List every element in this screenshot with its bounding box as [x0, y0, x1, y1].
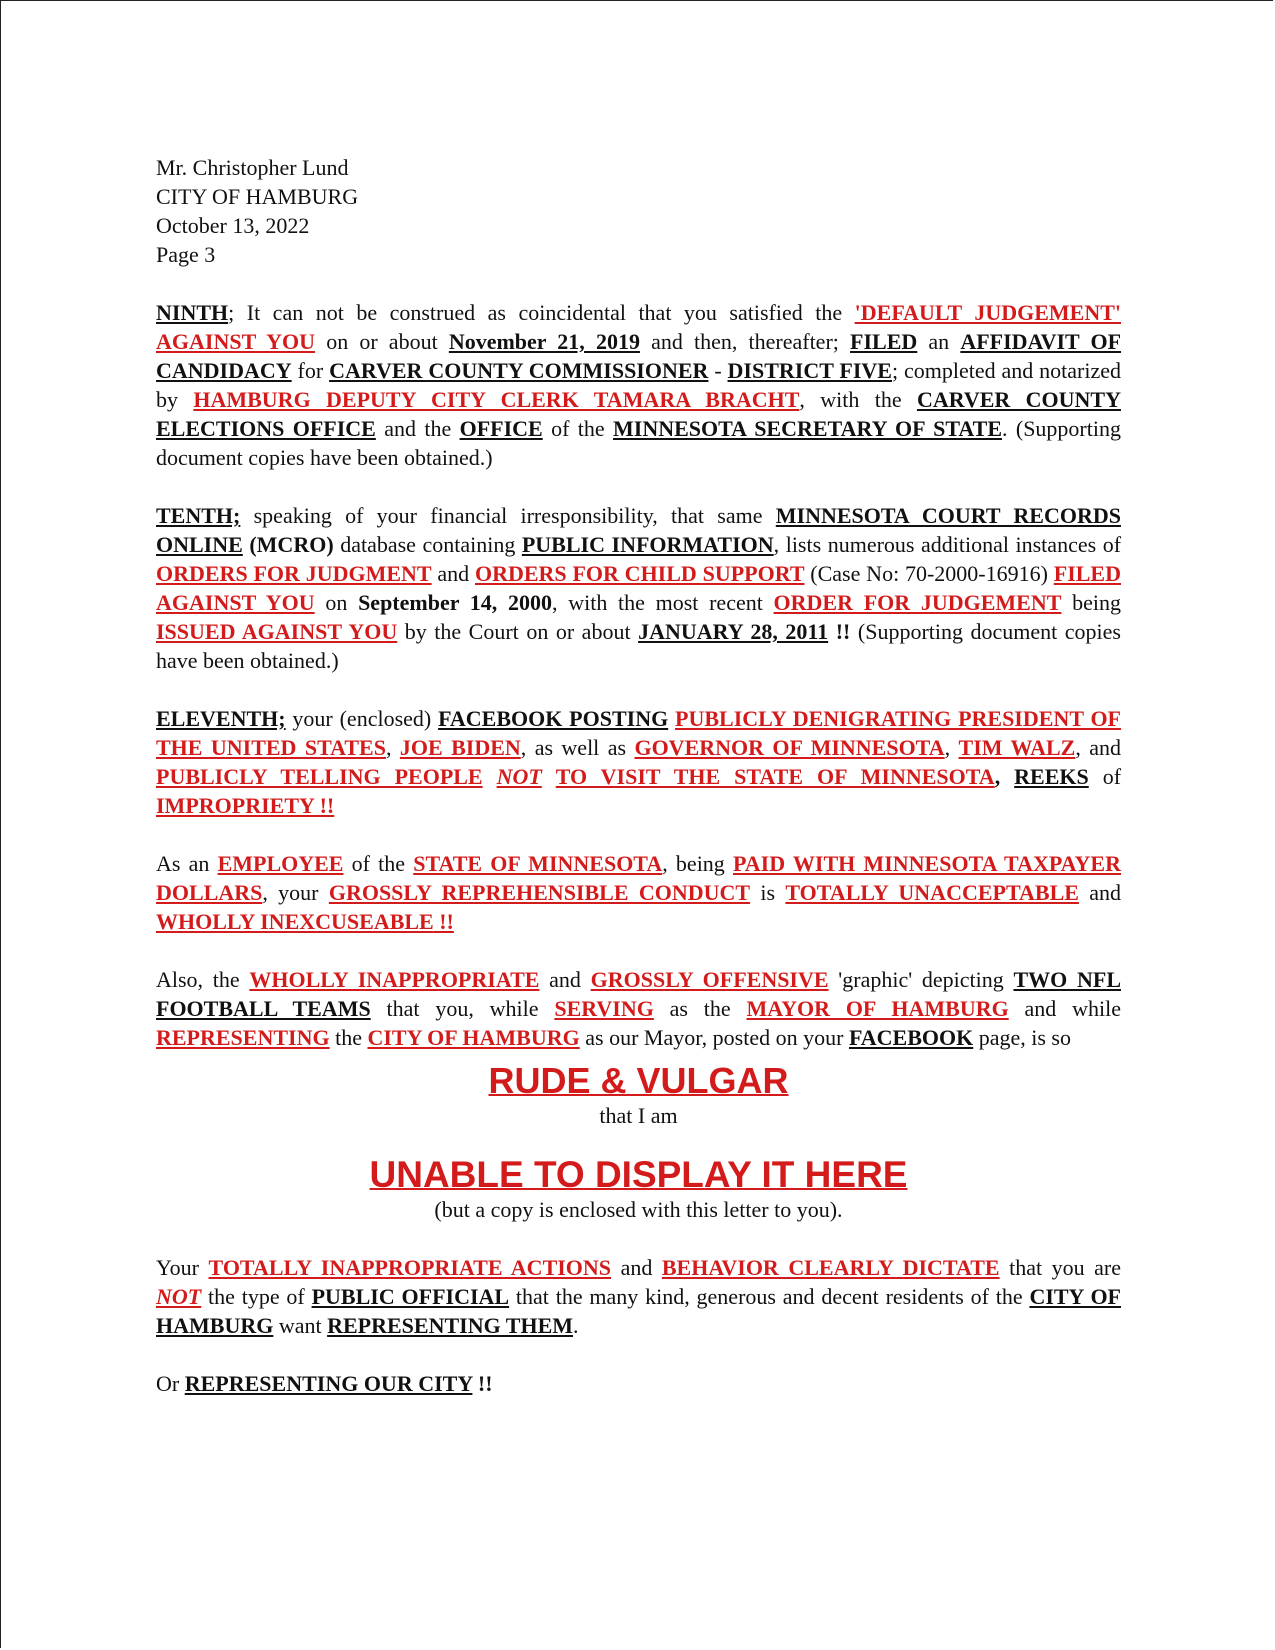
- emphasis-text: STATE OF MINNESOTA: [413, 851, 663, 876]
- body-text: Also, the: [156, 967, 250, 992]
- body-text: and: [431, 561, 475, 586]
- body-text: (Supporting document copies have been obtained.): [156, 619, 1121, 673]
- emphasis-text: GROSSLY REPREHENSIBLE CONDUCT: [328, 880, 751, 905]
- emphasis-text: TIM WALZ: [958, 735, 1076, 760]
- emphasis-text: TWO NFL FOOTBALL TEAMS: [156, 967, 1121, 1021]
- body-text: being: [1061, 590, 1122, 615]
- emphasis-text: JOE BIDEN: [399, 735, 521, 760]
- emphasis-text: !!: [433, 909, 454, 934]
- emphasis-text: HAMBURG DEPUTY CITY CLERK TAMARA BRACHT: [193, 387, 800, 412]
- body-text: (Case No: 70-2000-16916): [804, 561, 1054, 586]
- body-text: the type of: [201, 1284, 312, 1309]
- paragraph-or: [156, 1369, 1121, 1398]
- body-text: , as well as: [520, 735, 635, 760]
- body-text: Your: [156, 1255, 209, 1280]
- body-text: and: [1078, 880, 1122, 905]
- body-text: As an: [156, 851, 218, 876]
- emphasis-text: WHOLLY INAPPROPRIATE: [249, 967, 540, 992]
- body-text: . (Supporting document copies have been obtained.): [156, 416, 1121, 470]
- emphasis-text: NINTH: [156, 300, 229, 325]
- emphasis-text: PUBLIC INFORMATION: [521, 532, 774, 557]
- emphasis-text: REEKS: [1014, 764, 1089, 789]
- body-text: , lists numerous additional instances of: [773, 532, 1122, 557]
- emphasis-text: ISSUED AGAINST YOU: [156, 619, 398, 644]
- body-text: for: [291, 358, 330, 383]
- emphasis-text: REPRESENTING OUR CITY: [184, 1371, 473, 1396]
- body-text: and: [539, 967, 591, 992]
- body-text: , your: [262, 880, 329, 905]
- letter-body: [156, 153, 1121, 1398]
- body-text: of the: [542, 416, 613, 441]
- emphasis-text: DISTRICT FIVE: [727, 358, 892, 383]
- page-number: Page 3: [156, 242, 216, 267]
- emphasis-text: FACEBOOK: [848, 1025, 974, 1050]
- body-text: Or: [156, 1371, 185, 1396]
- emphasis-text: IMPROPRIETY: [156, 793, 315, 818]
- banner-unable-to-display: UNABLE TO DISPLAY IT HERE: [369, 1154, 908, 1195]
- banner-rude-vulgar: RUDE & VULGAR: [488, 1060, 789, 1101]
- banner-unable-to-display-subtext: (but a copy is enclosed with this letter to you).: [434, 1197, 843, 1222]
- emphasis-text: SERVING: [554, 996, 654, 1021]
- body-text: an: [917, 329, 961, 354]
- emphasis-text: (MCRO): [249, 532, 334, 557]
- emphasis-text: FILED AGAINST YOU: [156, 561, 1121, 615]
- emphasis-text: OFFICE: [459, 416, 543, 441]
- emphasis-text: November 21, 2019: [448, 329, 640, 354]
- emphasis-text: MINNESOTA COURT RECORDS ONLINE: [156, 503, 1121, 557]
- body-text: ; completed and notarized by: [156, 358, 1122, 412]
- emphasis-text: CITY OF HAMBURG: [367, 1025, 580, 1050]
- body-text: and then, thereafter;: [639, 329, 851, 354]
- emphasis-text: ORDERS FOR CHILD SUPPORT: [474, 561, 805, 586]
- body-text: , and: [1075, 735, 1122, 760]
- body-text: .: [573, 1313, 579, 1338]
- emphasis-text: ORDERS FOR JUDGMENT: [156, 561, 432, 586]
- emphasis-text: PUBLICLY DENIGRATING PRESIDENT OF THE UNITED STATES: [156, 706, 1121, 760]
- emphasis-text: CITY OF HAMBURG: [156, 1284, 1121, 1338]
- emphasis-text: GOVERNOR OF MINNESOTA: [634, 735, 945, 760]
- emphasis-text: MAYOR OF HAMBURG: [746, 996, 1009, 1021]
- body-text: and: [611, 1255, 662, 1280]
- body-text: [483, 764, 497, 789]
- paragraph-employee: [156, 849, 1121, 936]
- paragraph-also: [156, 965, 1121, 1052]
- body-text: as the: [653, 996, 747, 1021]
- emphasis-text: TOTALLY UNACCEPTABLE: [785, 880, 1079, 905]
- body-text: -: [708, 358, 728, 383]
- emphasis-text: AFFIDAVIT OF CANDIDACY: [156, 329, 1122, 383]
- body-text: , with the most recent: [552, 590, 774, 615]
- emphasis-text: GROSSLY OFFENSIVE: [590, 967, 829, 992]
- paragraph-eleventh: [156, 704, 1121, 820]
- emphasis-text: FILED: [850, 329, 918, 354]
- emphasis-text: 'DEFAULT JUDGEMENT' AGAINST YOU: [156, 300, 1121, 354]
- body-text: by the Court on or about: [397, 619, 639, 644]
- emphasis-text: PUBLICLY TELLING PEOPLE: [156, 764, 483, 789]
- emphasis-text: REPRESENTING: [156, 1025, 330, 1050]
- paragraph-tenth: [156, 501, 1121, 675]
- body-text: as our Mayor, posted on your: [579, 1025, 849, 1050]
- body-text: want: [273, 1313, 328, 1338]
- body-text: ,: [385, 735, 400, 760]
- body-text: of: [1088, 764, 1122, 789]
- emphasis-text: !!: [828, 619, 851, 644]
- emphasis-text: JANUARY 28, 2011: [638, 619, 829, 644]
- body-text: page, is so: [973, 1025, 1071, 1050]
- emphasis-text: EMPLOYEE: [217, 851, 344, 876]
- recipient-organization: CITY OF HAMBURG: [156, 184, 359, 209]
- emphasis-text: ,: [994, 764, 1015, 789]
- emphasis-text: WHOLLY INEXCUSEABLE: [156, 909, 434, 934]
- body-text: is: [750, 880, 786, 905]
- emphasis-text: PUBLIC OFFICIAL: [311, 1284, 510, 1309]
- body-text: of the: [343, 851, 414, 876]
- paragraph-your: [156, 1253, 1121, 1340]
- emphasis-text: CARVER COUNTY ELECTIONS OFFICE: [156, 387, 1121, 441]
- emphasis-text: !!: [472, 1371, 493, 1396]
- emphasis-text: CARVER COUNTY COMMISSIONER: [329, 358, 709, 383]
- emphasis-text: ELEVENTH;: [156, 706, 286, 731]
- emphasis-text: !!: [314, 793, 335, 818]
- emphasis-text: NOT: [156, 1284, 202, 1309]
- body-text: and the: [375, 416, 460, 441]
- body-text: speaking of your financial irresponsibility, that same: [240, 503, 776, 528]
- body-text: on or about: [315, 329, 449, 354]
- body-text: on: [314, 590, 359, 615]
- body-text: , with the: [799, 387, 917, 412]
- emphasis-text: TENTH;: [156, 503, 241, 528]
- letter-header: [156, 153, 1121, 269]
- emphasis-text: PAID WITH MINNESOTA TAXPAYER DOLLARS: [156, 851, 1121, 905]
- body-text: , being: [662, 851, 733, 876]
- body-text: that the many kind, generous and decent residents of the: [509, 1284, 1030, 1309]
- emphasis-text: FACEBOOK POSTING: [438, 706, 669, 731]
- emphasis-text: TO VISIT THE STATE OF MINNESOTA: [555, 764, 995, 789]
- body-text: ; It can not be construed as coincidental that you satisfied the: [228, 300, 855, 325]
- emphasis-text: NOT: [496, 764, 542, 789]
- paragraph-ninth: [156, 298, 1121, 472]
- emphasis-text: ORDER FOR JUDGEMENT: [773, 590, 1062, 615]
- emphasis-text: REPRESENTING THEM: [327, 1313, 574, 1338]
- letter-date: October 13, 2022: [156, 213, 310, 238]
- body-text: ,: [944, 735, 959, 760]
- emphasis-text: MINNESOTA SECRETARY OF STATE: [613, 416, 1003, 441]
- banner-rude-vulgar-subtext: that I am: [599, 1103, 678, 1128]
- body-text: the: [329, 1025, 368, 1050]
- body-text: and while: [1008, 996, 1121, 1021]
- body-text: that you are: [999, 1255, 1122, 1280]
- emphasis-text: September 14, 2000: [358, 590, 552, 615]
- recipient-name: Mr. Christopher Lund: [156, 155, 349, 180]
- body-text: [542, 764, 556, 789]
- body-text: your (enclosed): [285, 706, 439, 731]
- body-text: that you, while: [370, 996, 555, 1021]
- body-text: database containing: [333, 532, 522, 557]
- emphasis-text: BEHAVIOR CLEARLY DICTATE: [661, 1255, 1000, 1280]
- body-text: 'graphic' depicting: [828, 967, 1014, 992]
- emphasis-text: TOTALLY INAPPROPRIATE ACTIONS: [208, 1255, 612, 1280]
